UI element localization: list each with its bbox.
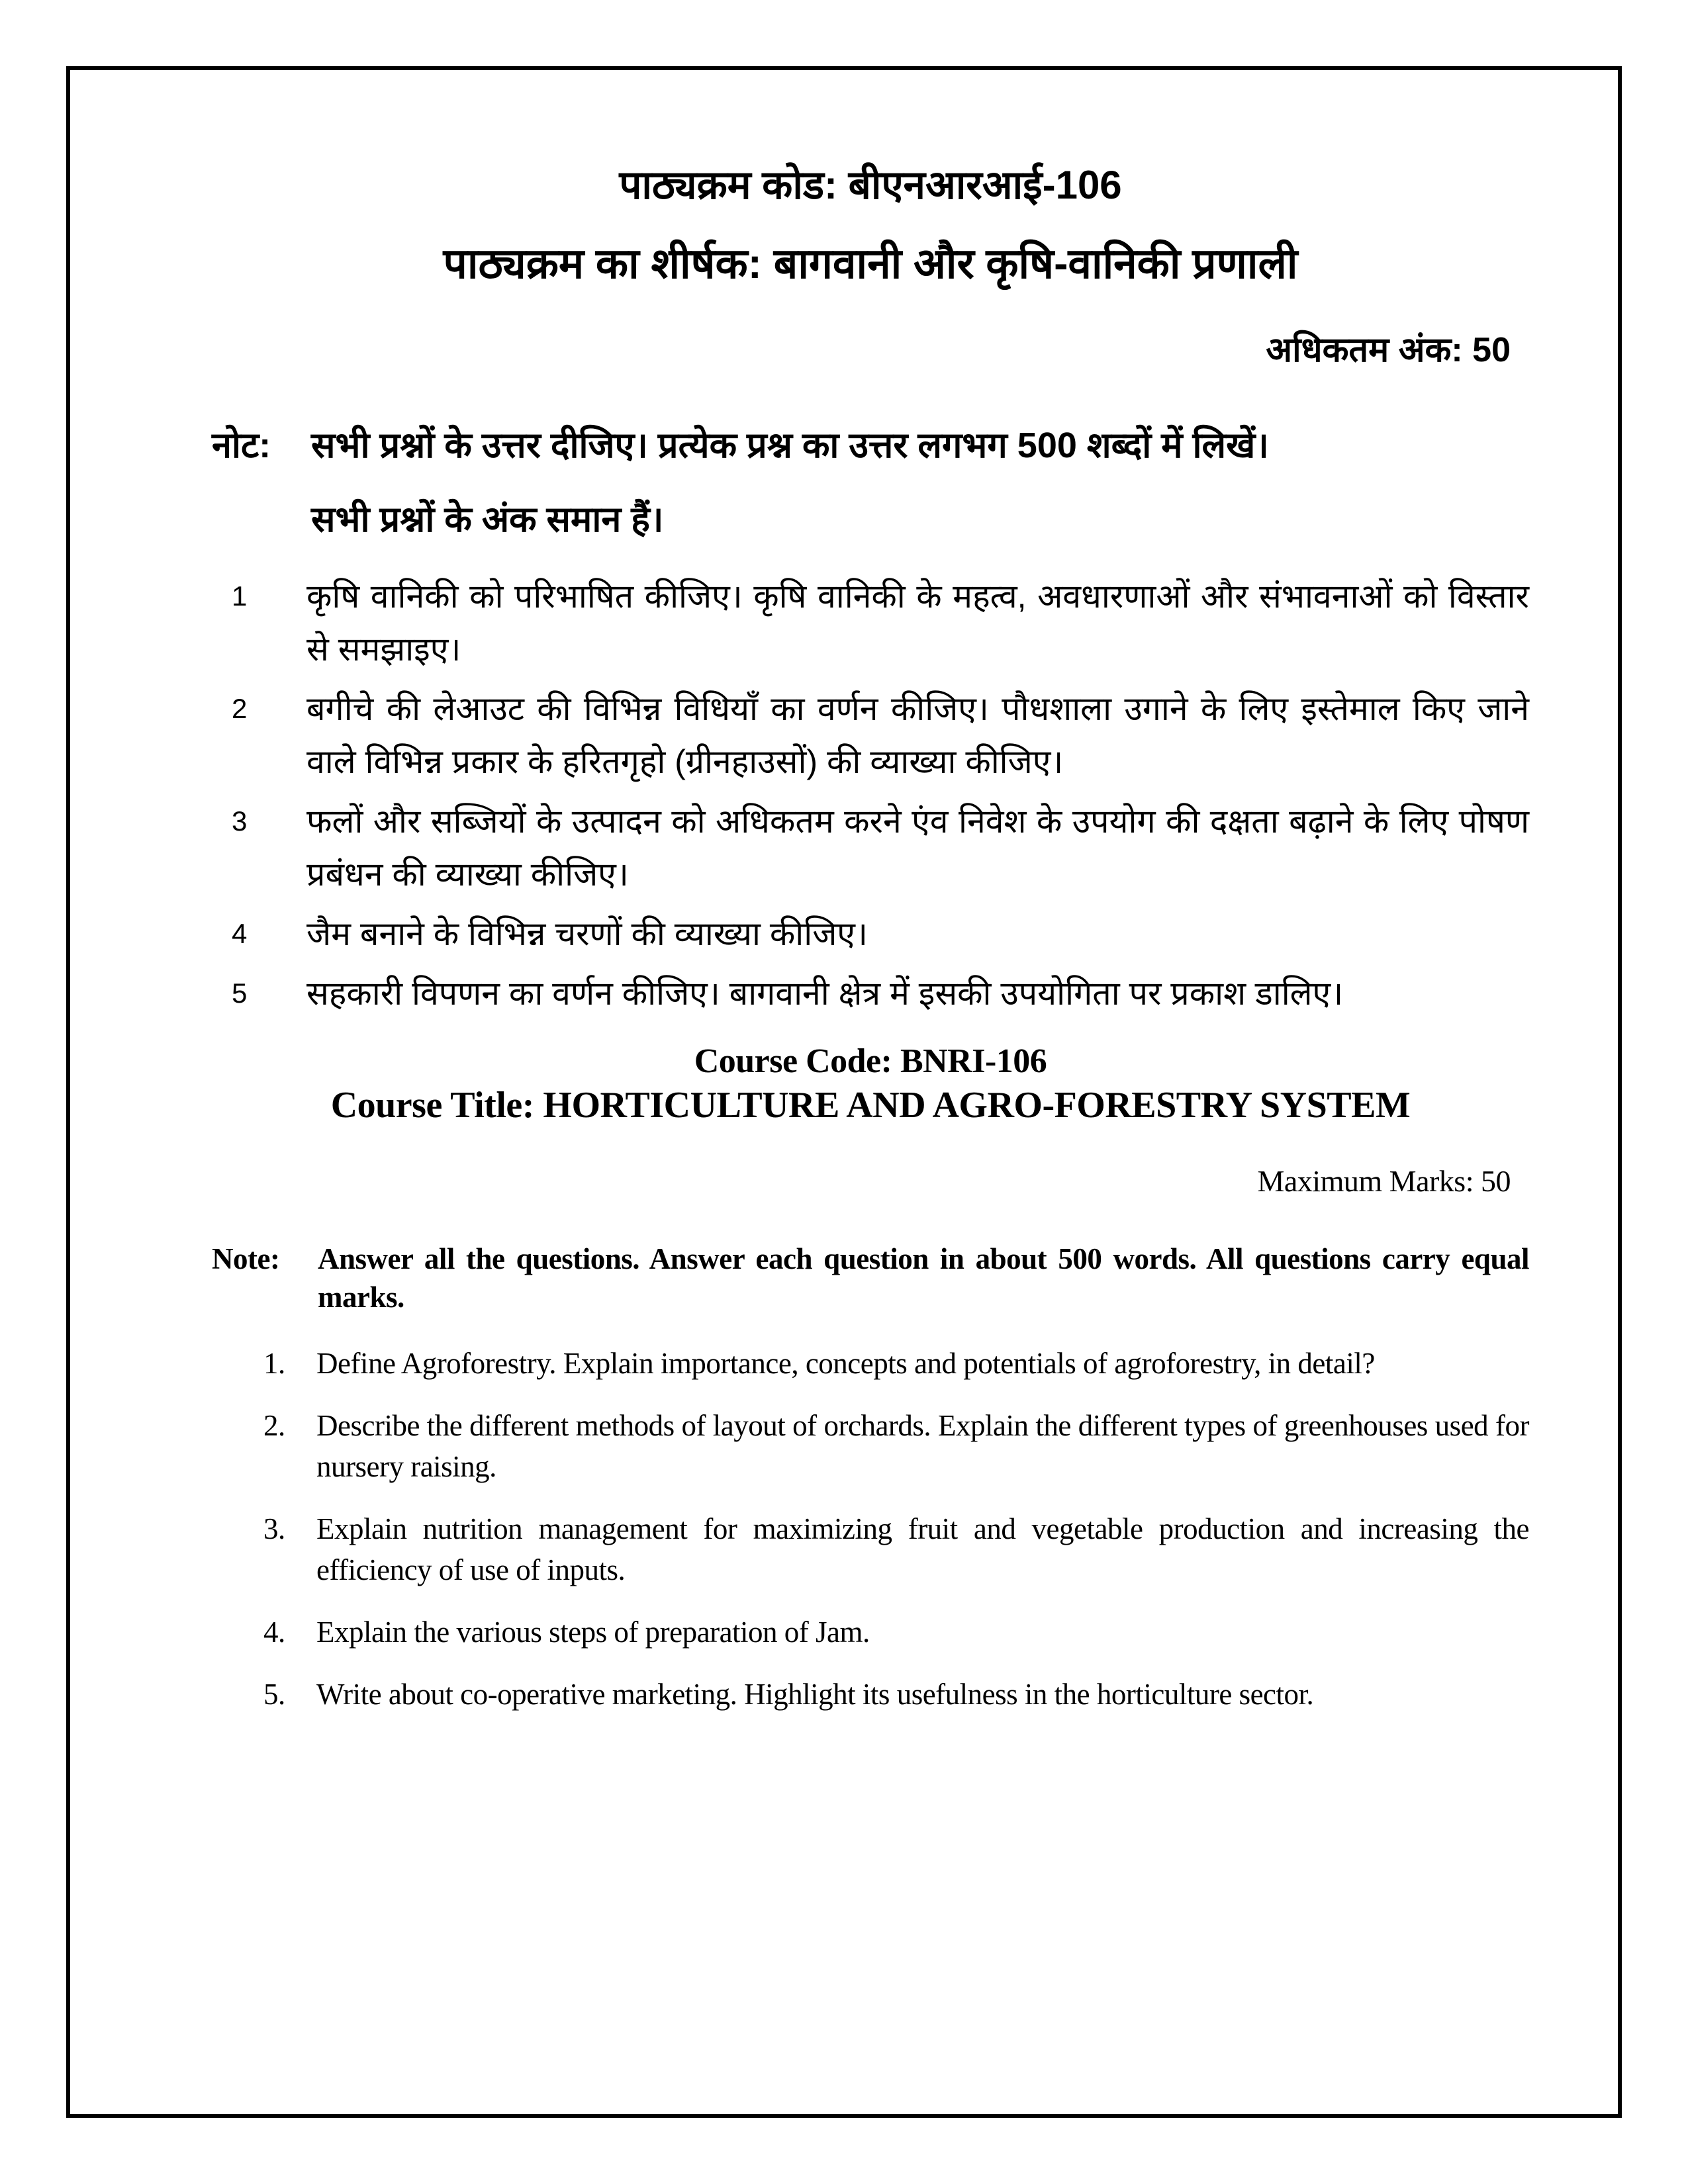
english-question-2-text: Describe the different methods of layout of orchards. Explain the different types of greenhouses used for nursery raising. [316, 1408, 1529, 1483]
hindi-question-5-text: सहकारी विपणन का वर्णन कीजिए। बागवानी क्षेत्र में इसकी उपयोगिता पर प्रकाश डालिए। [306, 974, 1344, 1012]
english-section [212, 1042, 1529, 1715]
english-question-2 [212, 1405, 1529, 1487]
english-question-3 [212, 1508, 1529, 1590]
hindi-question-1-text: कृषि वानिकी को परिभाषित कीजिए। कृषि वानिकी के महत्व, अवधारणाओं और संभावनाओं को विस्तार से समझाइए। [306, 577, 1529, 668]
english-question-1-number: 1. [263, 1346, 285, 1380]
hindi-note [212, 408, 1529, 557]
english-note-text: Answer all the questions. Answer each question in about 500 words. All questions carry equal marks. [318, 1242, 1529, 1314]
english-note-label: Note: [212, 1242, 280, 1275]
page-content [212, 66, 1529, 1736]
hindi-question-3 [212, 795, 1529, 901]
english-question-5-text: Write about co-operative marketing. Highlight its usefulness in the horticulture sector. [316, 1677, 1314, 1711]
hindi-question-4-number: 4 [232, 917, 248, 949]
hindi-question-2 [212, 682, 1529, 788]
english-question-3-text: Explain nutrition management for maximizing fruit and vegetable production and increasing the efficiency of use of inputs. [316, 1512, 1529, 1586]
english-course-title-heading: Course Title: HORTICULTURE AND AGRO-FORESTRY SYSTEM [330, 1084, 1411, 1126]
hindi-note-text [311, 408, 1529, 557]
hindi-question-2-text: बगीचे की लेआउट की विभिन्न विधियाँ का वर्णन कीजिए। पौधशाला उगाने के लिए इस्तेमाल किए जाने वाले विभिन्न प्रकार के हरितगृहो (ग्रीनहाउसों) की व्याख्या कीजिए। [306, 690, 1529, 780]
english-question-4-text: Explain the various steps of preparation of Jam. [316, 1615, 870, 1649]
hindi-note-line-1: सभी प्रश्नों के उत्तर दीजिए। प्रत्येक प्रश्न का उत्तर लगभग 500 शब्दों में लिखें। [311, 425, 1269, 465]
hindi-note-label: नोट: [212, 425, 271, 465]
english-question-3-number: 3. [263, 1512, 285, 1545]
hindi-max-marks: अधिकतम अंक: 50 [1266, 331, 1511, 370]
hindi-question-4 [212, 907, 1529, 960]
hindi-note-line-2: सभी प्रश्नों के अंक समान हैं। [311, 499, 664, 539]
english-question-5 [212, 1674, 1529, 1715]
hindi-question-2-number: 2 [232, 692, 248, 724]
hindi-question-3-number: 3 [232, 805, 248, 837]
english-question-4 [212, 1612, 1529, 1653]
hindi-question-3-text: फलों और सब्जियों के उत्पादन को अधिकतम करने एंव निवेश के उपयोग की दक्षता बढ़ाने के लिए पोषण प्रबंधन की व्याख्या कीजिए। [306, 802, 1529, 893]
english-question-list [212, 1343, 1529, 1715]
hindi-question-1-number: 1 [232, 580, 248, 612]
english-question-1-text: Define Agroforestry. Explain importance, concepts and potentials of agroforestry, in detail? [316, 1346, 1375, 1380]
english-question-5-number: 5. [263, 1677, 285, 1711]
hindi-question-1 [212, 570, 1529, 676]
english-course-code-heading: Course Code: BNRI-106 [694, 1042, 1047, 1080]
english-max-marks: Maximum Marks: 50 [1257, 1164, 1511, 1199]
hindi-question-list [212, 570, 1529, 1020]
hindi-question-5 [212, 967, 1529, 1020]
english-note [212, 1240, 1529, 1316]
english-question-2-number: 2. [263, 1408, 285, 1442]
english-question-4-number: 4. [263, 1615, 285, 1649]
hindi-course-title-heading: पाठ्यक्रम का शीर्षक: बागवानी और कृषि-वानिकी प्रणाली [443, 240, 1298, 287]
hindi-course-code-heading: पाठ्यक्रम कोड: बीएनआरआई-106 [619, 163, 1122, 207]
hindi-question-4-text: जैम बनाने के विभिन्न चरणों की व्याख्या कीजिए। [306, 915, 868, 952]
hindi-question-5-number: 5 [232, 977, 248, 1009]
english-question-1 [212, 1343, 1529, 1384]
